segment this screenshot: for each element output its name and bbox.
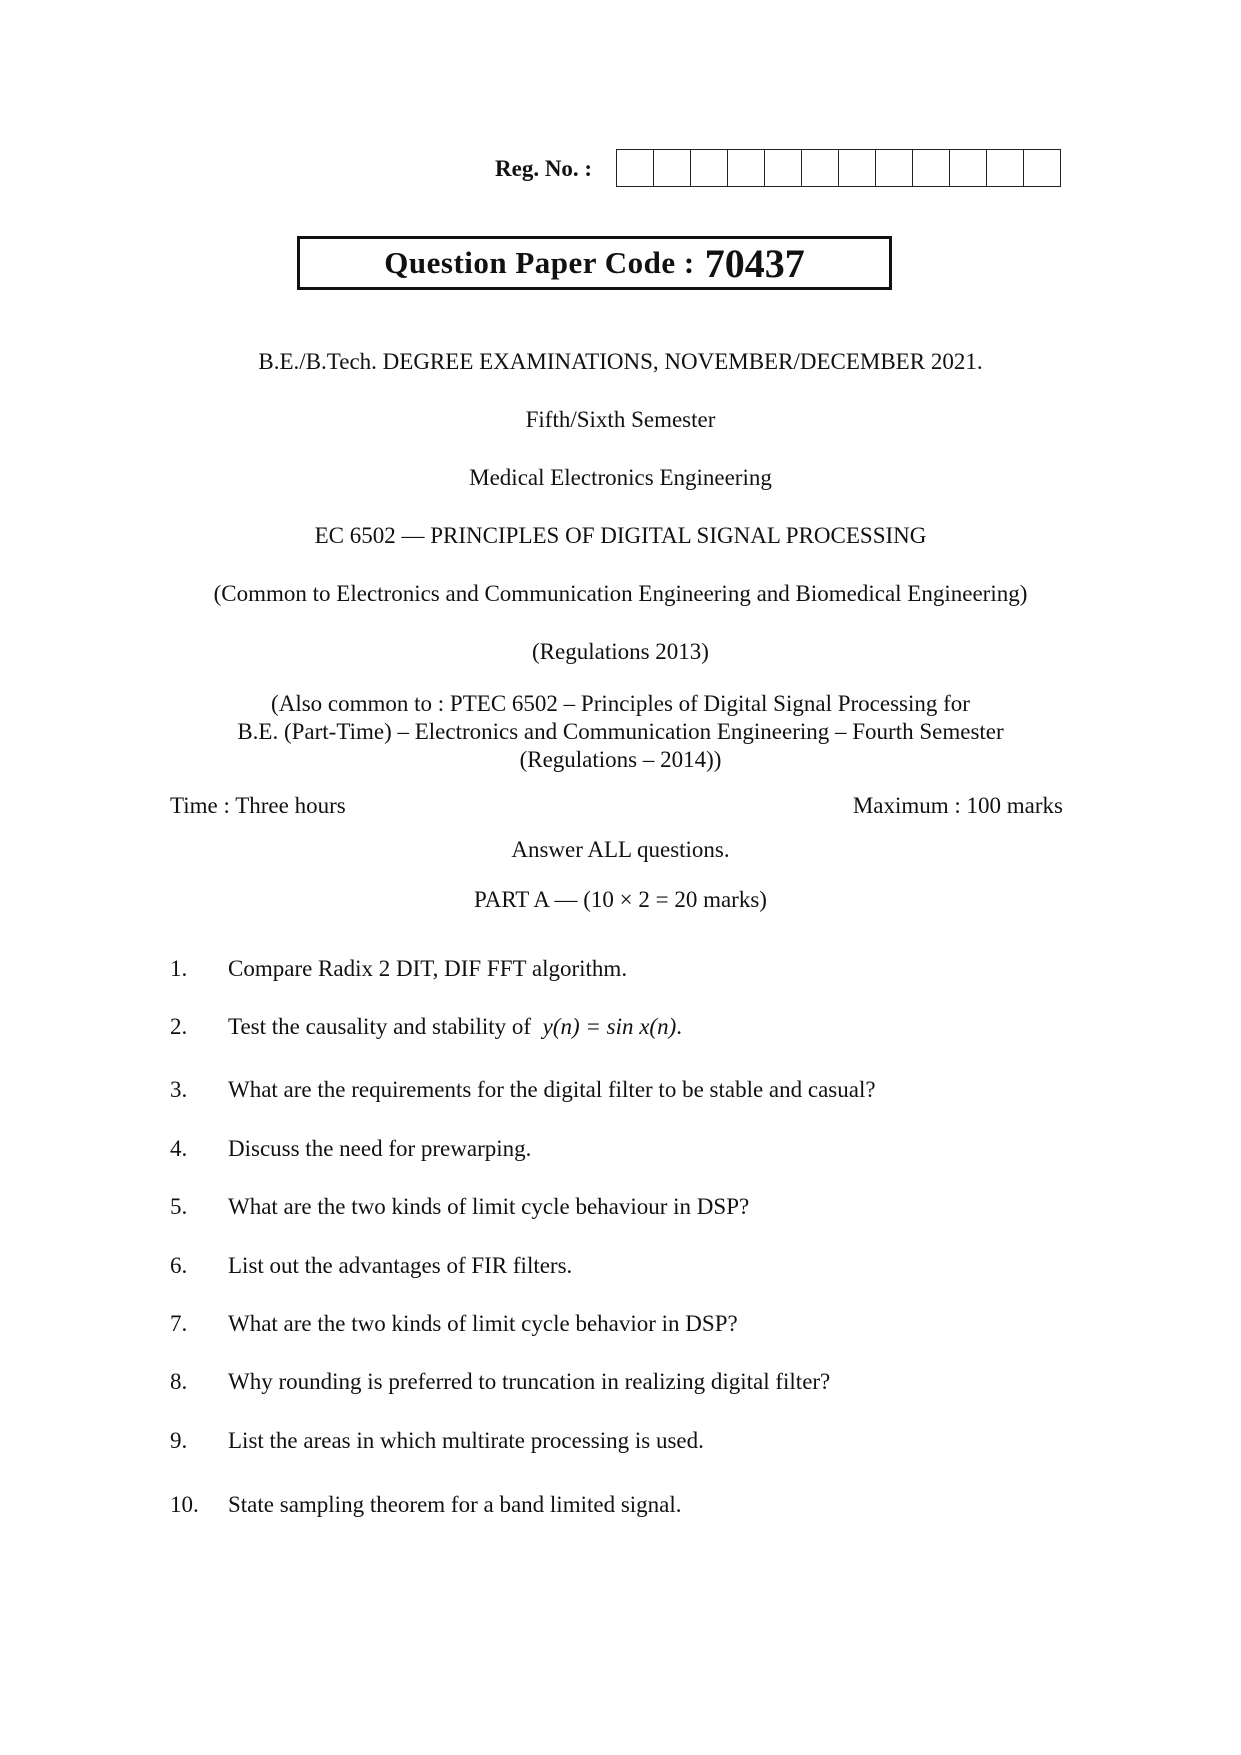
time-marks-row [170, 792, 1063, 820]
question-text: What are the two kinds of limit cycle behavior in DSP? [228, 1311, 738, 1336]
reg-no-box [691, 149, 728, 187]
reg-no-label: Reg. No. : [495, 156, 593, 181]
also-common-line3: (Regulations – 2014)) [519, 747, 722, 772]
subject: EC 6502 — PRINCIPLES OF DIGITAL SIGNAL PROCESSING [314, 523, 927, 548]
reg-no-box [654, 149, 691, 187]
reg-no-box [765, 149, 802, 187]
question-number: 5. [170, 1194, 188, 1219]
department: Medical Electronics Engineering [469, 465, 772, 490]
reg-no-box [839, 149, 876, 187]
question-text-body: Test the causality and stability of [228, 1014, 532, 1039]
question-number: 4. [170, 1136, 188, 1161]
question-text: List out the advantages of FIR filters. [228, 1253, 573, 1278]
question-text: What are the requirements for the digital filter to be stable and casual? [228, 1077, 876, 1102]
reg-no-box [950, 149, 987, 187]
part-a-heading: PART A — (10 × 2 = 20 marks) [474, 887, 767, 912]
regulations: (Regulations 2013) [532, 639, 709, 664]
question-text: Why rounding is preferred to truncation in realizing digital filter? [228, 1369, 831, 1394]
code-label: Question Paper Code : [384, 245, 695, 280]
question-number: 6. [170, 1253, 188, 1278]
reg-no-box [1024, 149, 1061, 187]
maximum-marks: Maximum : 100 marks [852, 793, 1063, 818]
code-value: 70437 [704, 240, 805, 286]
exam-title: B.E./B.Tech. DEGREE EXAMINATIONS, NOVEMBER/DECEMBER 2021. [258, 349, 983, 374]
question-text [228, 1013, 682, 1041]
question-suffix: . [676, 1014, 682, 1039]
reg-no-box [802, 149, 839, 187]
question-text: Compare Radix 2 DIT, DIF FFT algorithm. [228, 956, 628, 981]
reg-no-box [617, 149, 654, 187]
reg-no-box [876, 149, 913, 187]
math-expression: y(n) = sin x(n) [542, 1014, 677, 1039]
reg-no-box [913, 149, 950, 187]
instruction: Answer ALL questions. [511, 837, 730, 862]
question-text: Discuss the need for prewarping. [228, 1136, 532, 1161]
question-text: What are the two kinds of limit cycle behaviour in DSP? [228, 1194, 750, 1219]
question-number: 9. [170, 1428, 188, 1453]
also-common-line1: (Also common to : PTEC 6502 – Principles of Digital Signal Processing for [271, 691, 970, 716]
reg-no-box [728, 149, 765, 187]
question-paper-code-box [297, 236, 892, 290]
question-text: State sampling theorem for a band limited signal. [228, 1492, 682, 1517]
question-number: 7. [170, 1311, 188, 1336]
question-text: List the areas in which multirate processing is used. [228, 1428, 704, 1453]
reg-no-box [987, 149, 1024, 187]
also-common-line2: B.E. (Part-Time) – Electronics and Communication Engineering – Fourth Semester [237, 719, 1004, 744]
question-number: 10. [170, 1492, 199, 1517]
question-number: 8. [170, 1369, 188, 1394]
reg-no-boxes [616, 149, 1061, 187]
question-number: 2. [170, 1014, 188, 1039]
time-duration: Time : Three hours [170, 793, 346, 818]
semester: Fifth/Sixth Semester [525, 407, 716, 432]
question-number: 1. [170, 956, 188, 981]
common-to: (Common to Electronics and Communication Engineering and Biomedical Engineering) [213, 581, 1028, 606]
question-number: 3. [170, 1077, 188, 1102]
